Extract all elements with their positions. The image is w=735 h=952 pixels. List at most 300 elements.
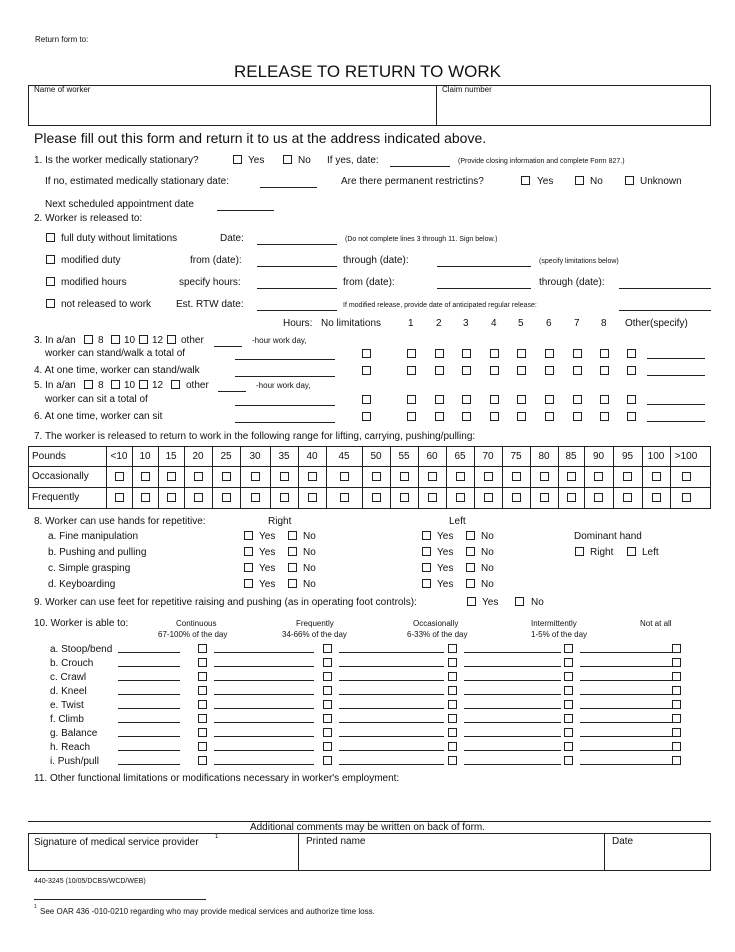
divider [28, 487, 711, 488]
q8-left-label: Left [449, 516, 466, 527]
hours-col-2: 2 [436, 318, 442, 329]
q7-label: 7. The worker is released to return to work in the following range for lifting, carrying, pushing/pulling: [34, 431, 476, 442]
right-no-checkbox-0[interactable] [288, 531, 297, 540]
activity-line-5-0[interactable] [214, 722, 314, 723]
q4-hours-checkbox-8[interactable] [600, 366, 609, 375]
q1-stationary-date-field[interactable] [260, 187, 317, 188]
left-no-label-3: No [481, 579, 494, 590]
q5-hours-checkbox-9[interactable] [627, 395, 636, 404]
activity-line-1-2[interactable] [464, 666, 561, 667]
activity-line-7-3[interactable] [580, 750, 674, 751]
activity-line-0-2[interactable] [464, 652, 561, 653]
intermittently-header-label: Intermittently [531, 619, 577, 628]
activity-checkbox-3-4[interactable] [672, 686, 681, 695]
activity-checkbox-7-4[interactable] [672, 742, 681, 751]
occasionally-checkbox-0[interactable] [115, 472, 124, 481]
modified-duty-label: modified duty [61, 255, 121, 266]
q4-hours-checkbox-3[interactable] [462, 366, 471, 375]
q9-yes-checkbox[interactable] [467, 597, 476, 606]
activity-line-7-0[interactable] [214, 750, 314, 751]
q4-field[interactable] [235, 376, 335, 377]
q5-hours-checkbox-0[interactable] [362, 395, 371, 404]
activity-checkbox-5-4[interactable] [672, 714, 681, 723]
activity-checkbox-6-4[interactable] [672, 728, 681, 737]
q4-hours-checkbox-9[interactable] [627, 366, 636, 375]
mod-hours-from-label: from (date): [343, 277, 395, 288]
not-released-checkbox[interactable] [46, 299, 55, 308]
activity-checkbox-3-2[interactable] [448, 686, 457, 695]
left-no-checkbox-1[interactable] [466, 547, 475, 556]
frequently-checkbox-11[interactable] [428, 493, 437, 502]
pounds-col-12: 65 [454, 451, 466, 462]
activity-checkbox-2-4[interactable] [672, 672, 681, 681]
q1-if-no-label: If no, estimated medically stationary date: [45, 176, 229, 187]
activity-checkbox-0-0[interactable] [198, 644, 207, 653]
q1-date-field[interactable] [390, 166, 450, 167]
full-duty-checkbox[interactable] [46, 233, 55, 242]
q4-hours-checkbox-4[interactable] [490, 366, 499, 375]
activity-line-3-0[interactable] [214, 694, 314, 695]
frequently-checkbox-5[interactable] [251, 493, 260, 502]
q5-total-field[interactable] [235, 405, 335, 406]
activity-checkbox-8-0[interactable] [198, 756, 207, 765]
frequently-checkbox-14[interactable] [512, 493, 521, 502]
right-yes-checkbox-2[interactable] [244, 563, 253, 572]
worker-info-box [28, 85, 711, 126]
full-duty-label: full duty without limitations [61, 233, 178, 244]
activity-checkbox-6-1[interactable] [323, 728, 332, 737]
frequently-checkbox-1[interactable] [141, 493, 150, 502]
activity-line-1-0[interactable] [214, 666, 314, 667]
activity-checkbox-7-0[interactable] [198, 742, 207, 751]
activity-line-8-3[interactable] [580, 764, 674, 765]
activity-checkbox-4-1[interactable] [323, 700, 332, 709]
activity-line-7-2[interactable] [464, 750, 561, 751]
activity-checkbox-0-2[interactable] [448, 644, 457, 653]
activity-checkbox-2-1[interactable] [323, 672, 332, 681]
pounds-col-0: <10 [110, 451, 128, 462]
activity-line-2-0[interactable] [214, 680, 314, 681]
activity-checkbox-0-4[interactable] [672, 644, 681, 653]
q1-next-appt-field[interactable] [217, 210, 274, 211]
activity-line-0-1[interactable] [339, 652, 444, 653]
left-yes-checkbox-3[interactable] [422, 579, 431, 588]
q1-no-checkbox[interactable] [283, 155, 292, 164]
occasionally-checkbox-11[interactable] [428, 472, 437, 481]
occasionally-checkbox-7[interactable] [308, 472, 317, 481]
full-duty-date-label: Date: [220, 233, 244, 244]
frequently-checkbox-8[interactable] [340, 493, 349, 502]
q3-hours-checkbox-9[interactable] [627, 349, 636, 358]
signature-label: Signature of medical service provider [34, 837, 199, 848]
right-yes-checkbox-1[interactable] [244, 547, 253, 556]
activity-balance: g. Balance [50, 728, 98, 739]
frequently-checkbox-10[interactable] [400, 493, 409, 502]
specify-limitations-note: (specify limitations below) [539, 258, 619, 265]
mod-hours-from-field[interactable] [437, 288, 531, 289]
q6-label: 6. At one time, worker can sit [34, 411, 163, 422]
pounds-col-8: 45 [338, 451, 350, 462]
not-released-label: not released to work [61, 299, 152, 310]
q6-hours-checkbox-0[interactable] [362, 412, 371, 421]
additional-comments-note: Additional comments may be written on back of form. [249, 822, 486, 833]
pounds-col-13: 70 [482, 451, 494, 462]
activity-line-4-3[interactable] [580, 708, 674, 709]
anticipated-release-field[interactable] [619, 310, 711, 311]
hours-col-1: 1 [408, 318, 414, 329]
q9-no-checkbox[interactable] [515, 597, 524, 606]
hours-col-4: 4 [491, 318, 497, 329]
frequently-checkbox-18[interactable] [623, 493, 632, 502]
occasionally-range-label: 6-33% of the day [407, 630, 468, 639]
activity-lead-line-1 [118, 666, 180, 667]
activity-checkbox-8-4[interactable] [672, 756, 681, 765]
activity-checkbox-5-1[interactable] [323, 714, 332, 723]
activity-checkbox-1-3[interactable] [564, 658, 573, 667]
activity-checkbox-8-1[interactable] [323, 756, 332, 765]
q3-other-label: other [181, 335, 204, 346]
right-no-checkbox-1[interactable] [288, 547, 297, 556]
dominant-right-label: Right [590, 547, 614, 558]
frequently-checkbox-2[interactable] [167, 493, 176, 502]
mod-duty-from-label: from (date): [190, 255, 242, 266]
activity-line-5-1[interactable] [339, 722, 444, 723]
q3-other-hours-field[interactable] [214, 346, 242, 347]
activity-checkbox-1-1[interactable] [323, 658, 332, 667]
activity-checkbox-5-3[interactable] [564, 714, 573, 723]
activity-checkbox-0-3[interactable] [564, 644, 573, 653]
activity-kneel: d. Kneel [50, 686, 87, 697]
hours-col-6: 6 [546, 318, 552, 329]
activity-line-6-2[interactable] [464, 736, 561, 737]
q6-hours-checkbox-5[interactable] [517, 412, 526, 421]
activity-checkbox-0-1[interactable] [323, 644, 332, 653]
activity-checkbox-1-4[interactable] [672, 658, 681, 667]
activity-checkbox-7-2[interactable] [448, 742, 457, 751]
q3-hours-checkbox-2[interactable] [435, 349, 444, 358]
q4-other-specify-field[interactable] [647, 375, 705, 376]
q6-hours-checkbox-6[interactable] [545, 412, 554, 421]
activity-line-4-2[interactable] [464, 708, 561, 709]
pounds-col-18: 95 [621, 451, 634, 462]
occasionally-checkbox-6[interactable] [280, 472, 289, 481]
full-duty-date-field[interactable] [257, 244, 337, 245]
activity-push-pull: i. Push/pull [50, 756, 99, 767]
continuous-label: Continuous [176, 619, 217, 628]
printed-name-label: Printed name [306, 836, 366, 847]
q5-other-checkbox[interactable] [171, 380, 180, 389]
q5-hours-checkbox-3[interactable] [462, 395, 471, 404]
q1-if-yes-label: If yes, date: [327, 155, 379, 166]
right-yes-checkbox-0[interactable] [244, 531, 253, 540]
do-not-complete-note: (Do not complete lines 3 through 11. Sign below.) [345, 236, 498, 243]
left-no-label-1: No [481, 547, 494, 558]
q3-hours-checkbox-7[interactable] [573, 349, 582, 358]
q3-other-checkbox[interactable] [167, 335, 176, 344]
q1-perm-no-checkbox[interactable] [575, 176, 584, 185]
q4-hours-checkbox-1[interactable] [407, 366, 416, 375]
q3-hours-checkbox-1[interactable] [407, 349, 416, 358]
q4-hours-checkbox-5[interactable] [517, 366, 526, 375]
q5-in-label: 5. In a/an [34, 380, 76, 391]
q4-hours-checkbox-6[interactable] [545, 366, 554, 375]
left-yes-checkbox-1[interactable] [422, 547, 431, 556]
frequently-checkbox-20[interactable] [682, 493, 691, 502]
activity-checkbox-6-2[interactable] [448, 728, 457, 737]
occasionally-checkbox-3[interactable] [194, 472, 203, 481]
q3-hours-checkbox-5[interactable] [517, 349, 526, 358]
frequently-checkbox-17[interactable] [594, 493, 603, 502]
activity-reach: h. Reach [50, 742, 91, 753]
activity-line-5-2[interactable] [464, 722, 561, 723]
divider [604, 833, 605, 871]
occasionally-checkbox-8[interactable] [340, 472, 349, 481]
activity-checkbox-5-2[interactable] [448, 714, 457, 723]
activity-line-4-0[interactable] [214, 708, 314, 709]
occasionally-checkbox-16[interactable] [567, 472, 576, 481]
occasionally-checkbox-17[interactable] [594, 472, 603, 481]
left-no-checkbox-0[interactable] [466, 531, 475, 540]
occasionally-checkbox-4[interactable] [222, 472, 231, 481]
q5-8-checkbox[interactable] [84, 380, 93, 389]
frequently-checkbox-9[interactable] [372, 493, 381, 502]
q6-hours-checkbox-2[interactable] [435, 412, 444, 421]
activity-crawl: c. Crawl [50, 672, 87, 683]
activity-checkbox-6-0[interactable] [198, 728, 207, 737]
q3-hours-checkbox-3[interactable] [462, 349, 471, 358]
activity-checkbox-1-0[interactable] [198, 658, 207, 667]
name-of-worker-field[interactable] [0, 86, 28, 126]
mod-hours-through-label: through (date): [539, 277, 605, 288]
right-no-checkbox-3[interactable] [288, 579, 297, 588]
occasionally-checkbox-5[interactable] [251, 472, 260, 481]
occasionally-checkbox-2[interactable] [167, 472, 176, 481]
occasionally-checkbox-20[interactable] [682, 472, 691, 481]
q6-hours-checkbox-8[interactable] [600, 412, 609, 421]
activity-line-4-1[interactable] [339, 708, 444, 709]
divider [298, 833, 299, 871]
activity-checkbox-2-0[interactable] [198, 672, 207, 681]
activity-checkbox-3-0[interactable] [198, 686, 207, 695]
q5-hours-checkbox-8[interactable] [600, 395, 609, 404]
q5-hours-checkbox-7[interactable] [573, 395, 582, 404]
activity-checkbox-1-2[interactable] [448, 658, 457, 667]
q1-no-label: No [298, 155, 311, 166]
q3-8-checkbox[interactable] [84, 335, 93, 344]
activity-line-3-1[interactable] [339, 694, 444, 695]
q1-next-appt-label: Next scheduled appointment date [45, 199, 194, 210]
signature-date-field[interactable] [606, 850, 710, 870]
q6-hours-checkbox-1[interactable] [407, 412, 416, 421]
q5-hours-checkbox-4[interactable] [490, 395, 499, 404]
modified-duty-checkbox[interactable] [46, 255, 55, 264]
q3-total-field[interactable] [235, 359, 335, 360]
q1-perm-yes-checkbox[interactable] [521, 176, 530, 185]
q8-right-label: Right [268, 516, 292, 527]
activity-line-7-1[interactable] [339, 750, 444, 751]
frequently-checkbox-12[interactable] [456, 493, 465, 502]
frequently-checkbox-16[interactable] [567, 493, 576, 502]
q6-hours-checkbox-7[interactable] [573, 412, 582, 421]
activity-line-8-0[interactable] [214, 764, 314, 765]
activity-line-1-1[interactable] [339, 666, 444, 667]
q3-other-specify-field[interactable] [647, 358, 705, 359]
activity-line-2-1[interactable] [339, 680, 444, 681]
signature-field[interactable] [30, 846, 295, 870]
q5-12-label: 12 [152, 380, 164, 391]
right-no-checkbox-2[interactable] [288, 563, 297, 572]
pounds-col-17: 90 [592, 451, 605, 462]
occasionally-checkbox-18[interactable] [623, 472, 632, 481]
activity-checkbox-7-3[interactable] [564, 742, 573, 751]
activity-line-0-3[interactable] [580, 652, 674, 653]
q6-hours-checkbox-4[interactable] [490, 412, 499, 421]
occasionally-checkbox-19[interactable] [652, 472, 661, 481]
q4-hours-checkbox-0[interactable] [362, 366, 371, 375]
q4-hours-checkbox-7[interactable] [573, 366, 582, 375]
q6-hours-checkbox-3[interactable] [462, 412, 471, 421]
q6-field[interactable] [235, 422, 335, 423]
activity-twist: e. Twist [50, 700, 84, 711]
left-yes-checkbox-2[interactable] [422, 563, 431, 572]
q3-hours-checkbox-8[interactable] [600, 349, 609, 358]
divider [436, 85, 437, 126]
activity-line-6-3[interactable] [580, 736, 674, 737]
q9-yes-label: Yes [482, 597, 499, 608]
activity-checkbox-8-3[interactable] [564, 756, 573, 765]
frequently-checkbox-7[interactable] [308, 493, 317, 502]
right-yes-checkbox-3[interactable] [244, 579, 253, 588]
activity-checkbox-4-2[interactable] [448, 700, 457, 709]
activity-lead-line-7 [118, 750, 180, 751]
q5-hours-checkbox-1[interactable] [407, 395, 416, 404]
modified-hours-label: modified hours [61, 277, 127, 288]
activity-checkbox-2-2[interactable] [448, 672, 457, 681]
occasionally-checkbox-15[interactable] [540, 472, 549, 481]
left-no-checkbox-3[interactable] [466, 579, 475, 588]
activity-checkbox-2-3[interactable] [564, 672, 573, 681]
q4-hours-checkbox-2[interactable] [435, 366, 444, 375]
q9-label: 9. Worker can use feet for repetitive raising and pushing (as in operating foot controls): [34, 597, 417, 608]
activity-line-0-0[interactable] [214, 652, 314, 653]
activity-line-2-3[interactable] [580, 680, 674, 681]
activity-checkbox-7-1[interactable] [323, 742, 332, 751]
occasionally-label: Occasionally [32, 471, 89, 482]
mod-duty-through-field[interactable] [437, 266, 531, 267]
frequently-checkbox-19[interactable] [652, 493, 661, 502]
occasionally-checkbox-10[interactable] [400, 472, 409, 481]
left-yes-label-2: Yes [437, 563, 454, 574]
q3-10-checkbox[interactable] [111, 335, 120, 344]
q5-hours-checkbox-6[interactable] [545, 395, 554, 404]
signature-footnote-mark: 1 [215, 834, 219, 840]
frequently-checkbox-3[interactable] [194, 493, 203, 502]
activity-checkbox-4-0[interactable] [198, 700, 207, 709]
frequently-checkbox-15[interactable] [540, 493, 549, 502]
frequently-checkbox-13[interactable] [484, 493, 493, 502]
q5-hours-checkbox-5[interactable] [517, 395, 526, 404]
frequently-checkbox-0[interactable] [115, 493, 124, 502]
dominant-left-label: Left [642, 547, 659, 558]
q3-hours-checkbox-4[interactable] [490, 349, 499, 358]
left-no-checkbox-2[interactable] [466, 563, 475, 572]
q5-12-checkbox[interactable] [139, 380, 148, 389]
activity-checkbox-6-3[interactable] [564, 728, 573, 737]
occasionally-checkbox-1[interactable] [141, 472, 150, 481]
activity-checkbox-3-3[interactable] [564, 686, 573, 695]
specify-hours-field[interactable] [257, 288, 337, 289]
activity-checkbox-4-4[interactable] [672, 700, 681, 709]
frequently-label: Frequently [32, 492, 80, 503]
no-limitations-label: No limitations [321, 318, 382, 329]
divider [28, 466, 711, 467]
activity-checkbox-4-3[interactable] [564, 700, 573, 709]
activity-checkbox-8-2[interactable] [448, 756, 457, 765]
pounds-col-11: 60 [426, 451, 438, 462]
dominant-right-checkbox[interactable] [575, 547, 584, 556]
frequently-checkbox-6[interactable] [280, 493, 289, 502]
q5-10-checkbox[interactable] [111, 380, 120, 389]
activity-line-5-3[interactable] [580, 722, 674, 723]
right-yes-label-3: Yes [259, 579, 276, 590]
activity-checkbox-5-0[interactable] [198, 714, 207, 723]
activity-line-8-2[interactable] [464, 764, 561, 765]
activity-stoop: a. Stoop/bend [50, 644, 113, 655]
activity-line-6-0[interactable] [214, 736, 314, 737]
q5-other-specify-field[interactable] [647, 404, 705, 405]
q6-other-specify-field[interactable] [647, 421, 705, 422]
form-number: 440-3245 (10/05/DCBS/WCD/WEB) [34, 878, 146, 885]
occasionally-checkbox-13[interactable] [484, 472, 493, 481]
occasionally-checkbox-12[interactable] [456, 472, 465, 481]
activity-line-3-3[interactable] [580, 694, 674, 695]
pounds-col-14: 75 [510, 451, 522, 462]
left-yes-checkbox-0[interactable] [422, 531, 431, 540]
activity-line-3-2[interactable] [464, 694, 561, 695]
left-no-label-2: No [481, 563, 494, 574]
activity-line-6-1[interactable] [339, 736, 444, 737]
q1-provide-note: (Provide closing information and complete Form 827.) [458, 158, 625, 165]
q5-hours-checkbox-2[interactable] [435, 395, 444, 404]
occasionally-checkbox-14[interactable] [512, 472, 521, 481]
printed-name-field[interactable] [300, 850, 602, 870]
activity-checkbox-3-1[interactable] [323, 686, 332, 695]
activity-line-1-3[interactable] [580, 666, 674, 667]
activity-line-8-1[interactable] [339, 764, 444, 765]
q3-hours-checkbox-6[interactable] [545, 349, 554, 358]
q6-hours-checkbox-9[interactable] [627, 412, 636, 421]
other-specify-label: Other(specify) [625, 318, 688, 329]
pounds-col-9: 50 [370, 451, 382, 462]
q8-item-push: b. Pushing and pulling [48, 547, 147, 558]
right-yes-label-1: Yes [259, 547, 276, 558]
modified-hours-checkbox[interactable] [46, 277, 55, 286]
frequently-checkbox-4[interactable] [222, 493, 231, 502]
occasionally-checkbox-9[interactable] [372, 472, 381, 481]
q1-yes-checkbox[interactable] [233, 155, 242, 164]
q5-other-hours-field[interactable] [218, 391, 246, 392]
q1-perm-unknown-checkbox[interactable] [625, 176, 634, 185]
dominant-left-checkbox[interactable] [627, 547, 636, 556]
q8-item-keyboard: d. Keyboarding [48, 579, 116, 590]
mod-duty-from-field[interactable] [257, 266, 337, 267]
q3-12-checkbox[interactable] [139, 335, 148, 344]
mod-hours-through-field[interactable] [619, 288, 711, 289]
q3-hours-checkbox-0[interactable] [362, 349, 371, 358]
activity-line-2-2[interactable] [464, 680, 561, 681]
est-rtw-field[interactable] [257, 310, 337, 311]
right-yes-label-0: Yes [259, 531, 276, 542]
